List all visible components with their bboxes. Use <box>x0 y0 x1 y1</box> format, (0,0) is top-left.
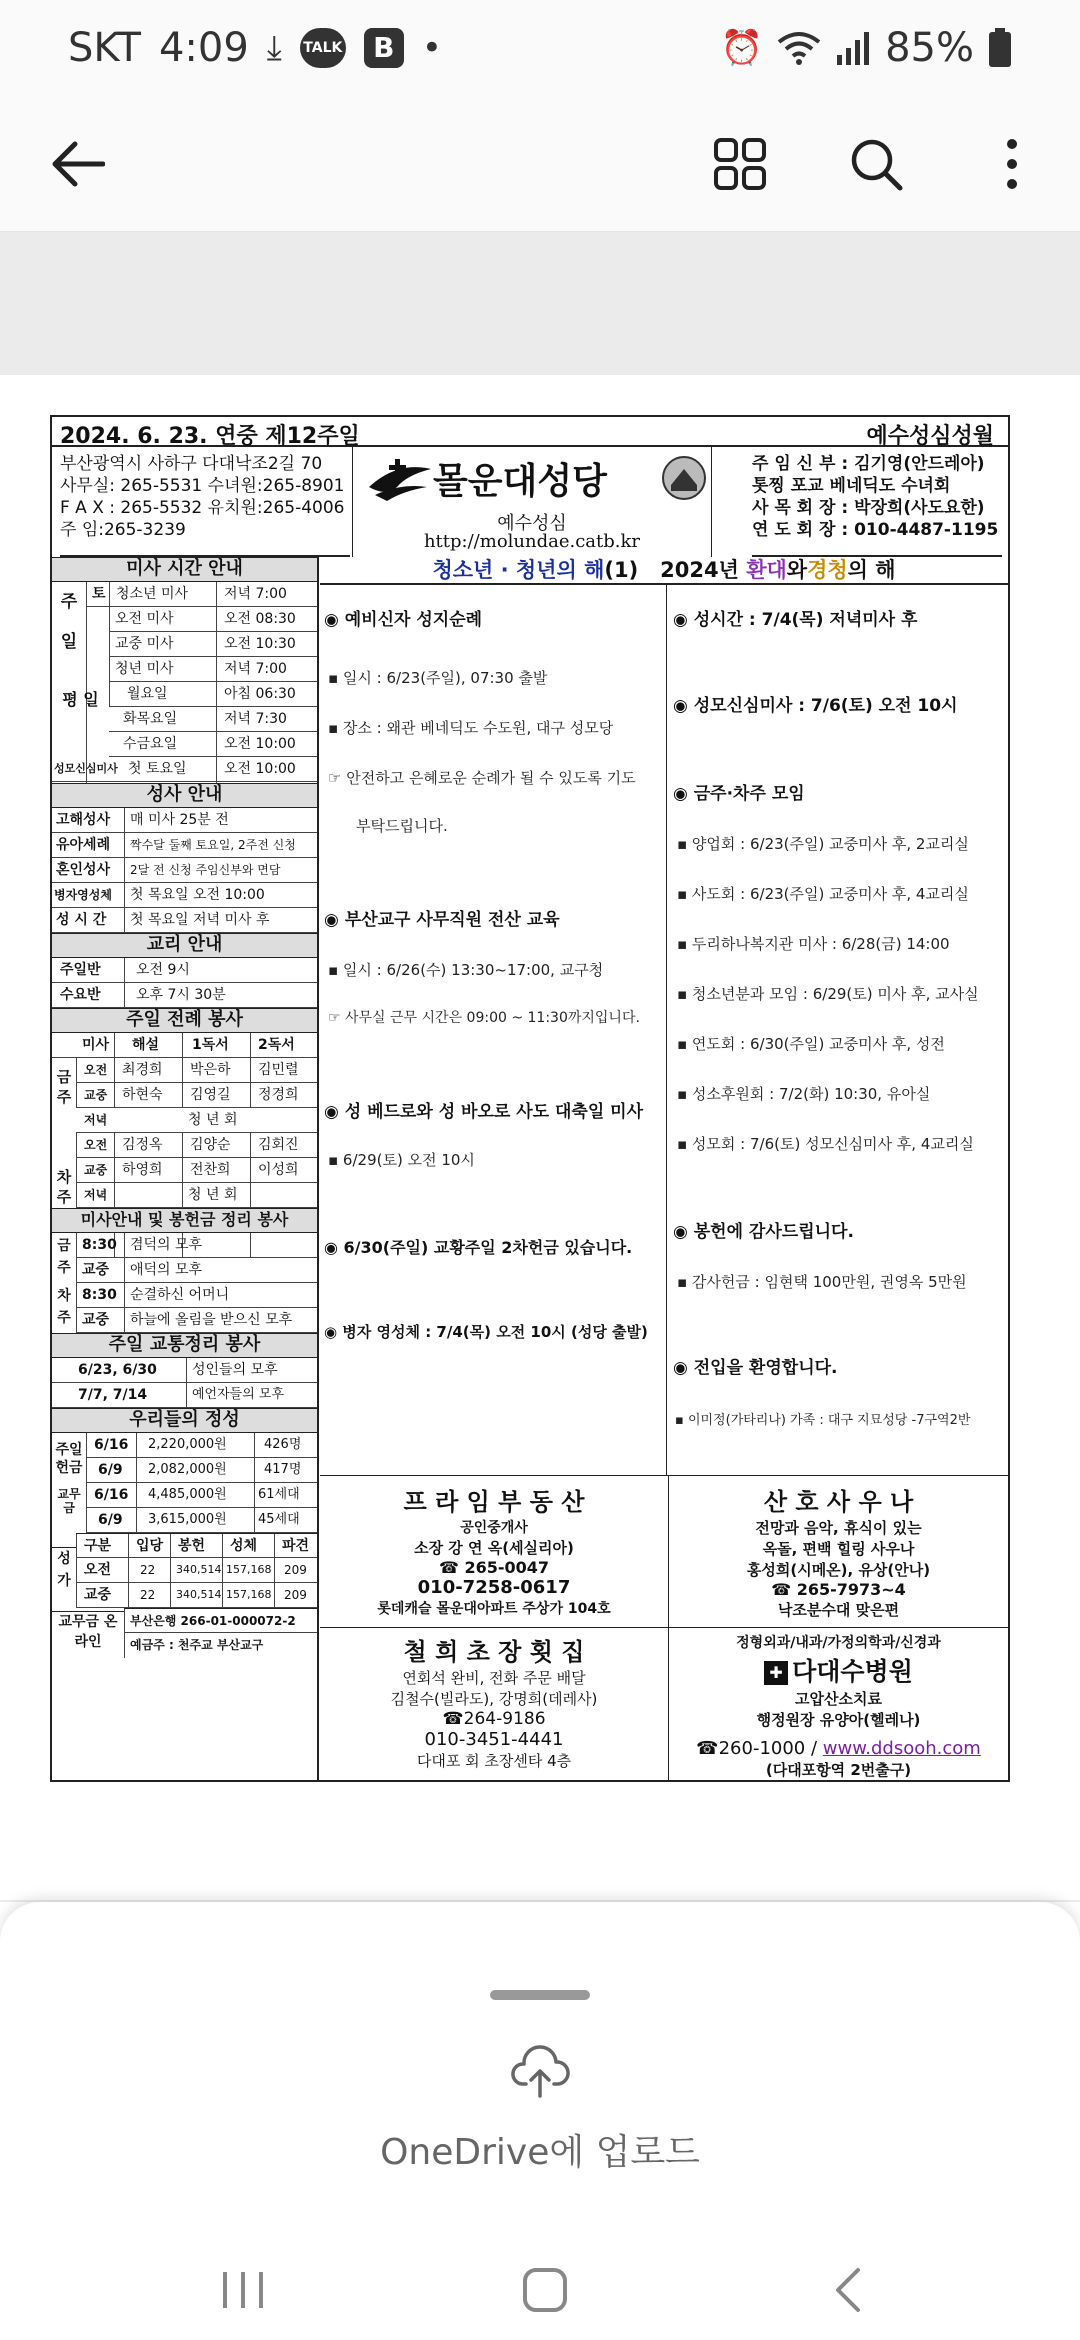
liturgy-row: 오전 김정옥 김양순 김회진 <box>76 1133 317 1158</box>
liturgy-head-row: 미사 해설 1독서 2독서 <box>52 1033 317 1058</box>
signal-icon <box>835 31 871 65</box>
grid-icon <box>713 137 767 191</box>
hymn-label: 성가 <box>52 1547 76 1592</box>
search-icon <box>849 137 903 191</box>
announcement-heading: ◉ 성 베드로와 성 바오로 사도 대축일 미사 <box>324 1102 644 1122</box>
ad-phone: ☎ 265-7973~4 <box>771 1580 906 1599</box>
ad-hospital <box>669 1627 1008 1782</box>
ad-address: 다대포 회 초장센타 4층 <box>416 1752 572 1770</box>
offering-row: 6/9 2,082,000원 417명 <box>86 1458 317 1483</box>
ad-restaurant <box>320 1627 669 1782</box>
fax-line: F A X : 265-5532 유치원:265-4006 <box>60 498 345 518</box>
parish-name: 몰운대성당 <box>433 461 607 502</box>
parish-subtitle: 예수성심 <box>497 513 567 534</box>
ad-title: 철 희 초 장 횟 집 <box>403 1638 585 1666</box>
year-suffix: 의 해 <box>847 558 896 582</box>
listening-word: 경청 <box>807 558 848 582</box>
ad-text: 공인중개사 <box>460 1520 528 1536</box>
event-text: ▪ 감사헌금 : 임현택 100만원, 권영옥 5만원 <box>677 1273 967 1291</box>
liturgy-service-title: 주일 전례 봉사 <box>52 1008 317 1033</box>
date-line: 2024. 6. 23. 연중 제12주일 <box>60 424 360 449</box>
sacrament-row: 유아세례 짝수달 둘째 토요일, 2주전 신청 <box>52 833 317 858</box>
status-bar <box>0 0 1080 96</box>
ad-text: 행정원장 유양아(헬레나) <box>756 1711 921 1729</box>
catechism-row: 주일반 오전 9시 <box>52 958 317 983</box>
ad-realestate <box>320 1475 669 1627</box>
mass-row: 토 청소년 미사 저녁 7:00 <box>86 582 317 607</box>
parish-logo-block <box>352 447 712 557</box>
announcement-heading: ◉ 부산교구 사무직원 전산 교육 <box>324 910 560 930</box>
this-week-label: 금주 <box>56 1068 72 1106</box>
account-holder: 예금주 : 천주교 부산교구 <box>130 1638 264 1652</box>
more-vertical-icon <box>1005 137 1019 191</box>
ad-address: 롯데캐슬 몰운대아파트 주상가 104호 <box>377 1601 611 1617</box>
event-text: ▪ 두리하나복지관 미사 : 6/28(금) 14:00 <box>677 935 950 953</box>
year-theme-title <box>320 557 1008 585</box>
liturgy-row: 저녁 청 년 회 <box>76 1108 317 1133</box>
guide-next-week: 차 주 <box>57 1288 71 1326</box>
clock: 4:09 <box>158 25 249 71</box>
ad-text: 연회석 완비, 전화 주문 배달 <box>402 1669 586 1687</box>
ad-phone: 010-3451-4441 <box>424 1729 564 1750</box>
cross-logo-icon <box>367 457 433 501</box>
event-heading: ◉ 봉헌에 감사드립니다. <box>673 1222 854 1242</box>
ad-title: ✚ 다대수병원 <box>669 1652 1008 1688</box>
event-heading: ◉ 성시간 : 7/4(목) 저녁미사 후 <box>673 610 918 630</box>
guide-row: 8:30 겸덕의 모후 <box>76 1233 317 1258</box>
ad-title: 프 라 임 부 동 산 <box>403 1488 585 1516</box>
announcement-text: ☞ 안전하고 은혜로운 순례가 될 수 있도록 기도 <box>328 769 636 787</box>
sacrament-row: 성 시 간 첫 목요일 저녁 미사 후 <box>52 908 317 933</box>
event-text: ▪ 청소년분과 모임 : 6/29(토) 미사 후, 교사실 <box>677 985 979 1003</box>
liturgy-row: 저녁 청 년 회 <box>76 1183 317 1208</box>
weekday-label: 평 일 <box>62 690 99 709</box>
sunday-label: 주 일 <box>60 592 78 652</box>
offering-title: 우리들의 정성 <box>52 1408 317 1433</box>
announcement-text: ▪ 6/29(토) 오전 10시 <box>328 1151 475 1169</box>
sacrament-row: 혼인성사 2달 전 신청 주임신부와 면담 <box>52 858 317 883</box>
event-text: ▪ 사도회 : 6/23(주일) 교중미사 후, 4교리실 <box>677 885 969 903</box>
app-bar <box>0 96 1080 232</box>
carrier-label: SKT <box>68 25 141 71</box>
event-text: ▪ 성소후원회 : 7/2(화) 10:30, 유아실 <box>677 1085 931 1103</box>
parish-url: http://molundae.catb.kr <box>423 531 641 552</box>
catechism-title: 교리 안내 <box>52 933 317 958</box>
ad-address: (다대포항역 2번출구) <box>765 1761 912 1779</box>
download-icon: ⤓ <box>266 28 282 68</box>
event-heading: ◉ 전입을 환영합니다. <box>673 1358 838 1378</box>
parish-address <box>60 447 350 557</box>
onedrive-upload-button[interactable]: OneDrive에 업로드 <box>380 2132 700 2173</box>
ad-phone: 010-7258-0617 <box>417 1577 571 1598</box>
battery-percent: 85% <box>885 25 974 71</box>
mass-row: 성모신심미사 첫 토요일 오전 10:00 <box>52 757 317 782</box>
liturgy-row: 교중 하현숙 김영길 정경희 <box>76 1083 317 1108</box>
ad-title: 산 호 사 우 나 <box>763 1488 914 1516</box>
conjunction: 와 <box>786 558 808 582</box>
announcement-text: ▪ 일시 : 6/26(수) 13:30~17:00, 교구청 <box>328 961 604 979</box>
ad-text: 옥돌, 편백 힐링 사우나 <box>762 1540 915 1558</box>
home-icon <box>522 2267 568 2313</box>
pastor-line: 주 임 신 부 : 김기영(안드레아) <box>752 454 985 474</box>
cloud-upload-icon[interactable] <box>510 2042 570 2102</box>
congregation-dues-label: 교무금 <box>57 1487 81 1515</box>
traffic-row: 7/7, 7/14 예언자들의 모후 <box>52 1383 317 1408</box>
announcement-text: ☞ 사무실 근무 시간은 09:00 ~ 11:30까지입니다. <box>328 1010 640 1026</box>
parish-bulletin <box>50 415 1010 1782</box>
announcements-column <box>320 585 667 1475</box>
more-options-button[interactable] <box>972 124 1052 204</box>
ad-address: 낙조분수대 맞은편 <box>777 1601 900 1619</box>
event-heading: ◉ 금주·차주 모임 <box>673 784 805 804</box>
prayer-group-line: 연 도 회 장 : 010-4487-1195 <box>752 520 999 540</box>
alarm-icon: ⏰ <box>720 28 764 68</box>
sunday-offering-label: 주일헌금 <box>55 1442 83 1476</box>
event-text: ▪ 연도회 : 6/30(주일) 교중미사 후, 성전 <box>677 1035 945 1053</box>
battery-icon <box>988 28 1012 68</box>
sacrament-row: 고해성사 매 미사 25분 전 <box>52 808 317 833</box>
kakaotalk-icon: TALK <box>300 28 346 68</box>
pastor-phone: 주 임:265-3239 <box>60 520 186 540</box>
ad-phone: ☎264-9186 <box>442 1709 546 1729</box>
events-column <box>669 585 1008 1475</box>
navigation-bar <box>0 2240 1080 2340</box>
parish-staff <box>752 447 1002 557</box>
bank-account: 부산은행 266-01-000072-2 <box>124 1608 317 1633</box>
ad-text: 홍성희(시메온), 유상(안나) <box>746 1561 931 1579</box>
wifi-icon <box>777 30 821 66</box>
announcement-heading: ◉ 6/30(주일) 교황주일 2차헌금 있습니다. <box>324 1238 633 1257</box>
hospital-link[interactable]: www.ddsooh.com <box>822 1738 981 1759</box>
back-button[interactable] <box>38 124 118 204</box>
council-president-line: 사 목 회 장 : 박장희(사도요한) <box>752 498 985 518</box>
event-text: ▪ 이미정(가타리나) 가족 : 대구 지묘성당 -7구역2반 <box>675 1413 971 1428</box>
catechism-row: 수요반 오후 7시 30분 <box>52 983 317 1008</box>
liturgy-row: 오전 최경희 박은하 김민렬 <box>76 1058 317 1083</box>
hospitality-word: 환대 <box>746 558 787 582</box>
event-text: ▪ 양업회 : 6/23(주일) 교중미사 후, 2교리실 <box>677 835 969 853</box>
youth-year-part: (1) <box>604 558 639 582</box>
guide-row: 교중 하늘에 올림을 받으신 모후 <box>76 1308 317 1333</box>
year-label: 2024년 <box>660 558 739 582</box>
announcement-text: 부탁드립니다. <box>356 817 448 835</box>
mass-row: 화목요일 저녁 7:30 <box>109 707 317 732</box>
mass-row: 수금요일 오전 10:00 <box>109 732 317 757</box>
grid-view-button[interactable] <box>700 124 780 204</box>
liturgy-row: 교중 하영희 전찬희 이성희 <box>76 1158 317 1183</box>
ad-text: 정형외과/내과/가정의학과/신경과 <box>736 1635 941 1651</box>
bulletin-header <box>52 417 1008 447</box>
mass-row: 청년 미사 저녁 7:00 <box>109 657 317 682</box>
announcement-text: ▪ 장소 : 왜관 베네딕도 수도원, 대구 성모당 <box>328 719 614 737</box>
back-nav-button[interactable] <box>808 2262 888 2318</box>
church-emblem-icon <box>661 455 707 501</box>
mass-row: 오전 미사 오전 08:30 <box>109 607 317 632</box>
announcement-heading: ◉ 예비신자 성지순례 <box>324 610 483 630</box>
online-dues-label: 교무금 온라인 <box>52 1611 124 1652</box>
bulletin-page <box>0 375 1080 1900</box>
recent-apps-button[interactable] <box>203 2262 283 2318</box>
ad-phone: ☎ 265-0047 <box>438 1558 550 1577</box>
hymn-head-row: 구분 입당 봉헌 성체 파견 <box>76 1533 317 1558</box>
ad-sauna <box>669 1475 1008 1627</box>
hymn-row: 오전 22 340,514 157,168 209 <box>76 1558 317 1583</box>
back-arrow-icon <box>51 141 105 187</box>
document-viewer[interactable] <box>0 232 1080 1902</box>
traffic-service-title: 주일 교통정리 봉사 <box>52 1333 317 1358</box>
mass-times-title: 미사 시간 안내 <box>52 557 317 582</box>
month-theme: 예수성심성월 <box>866 424 994 449</box>
sisters-line: 톳찡 포교 베네딕도 수녀회 <box>752 476 951 496</box>
hospital-logo-icon: ✚ <box>764 1661 788 1685</box>
more-notifications-icon: • <box>421 28 442 68</box>
offering-row: 6/16 4,485,000원 61세대 <box>86 1483 317 1508</box>
guide-this-week: 금 주 <box>57 1238 71 1276</box>
office-phone: 사무실: 265-5531 수녀원:265-8901 <box>60 476 345 496</box>
sacraments-title: 성사 안내 <box>52 783 317 808</box>
address-line: 부산광역시 사하구 다대낙조2길 70 <box>60 454 323 474</box>
youth-year-title: 청소년 · 청년의 해 <box>432 558 605 582</box>
sheet-handle[interactable] <box>490 1990 590 2000</box>
sacrament-row: 병자영성체 첫 목요일 오전 10:00 <box>52 883 317 908</box>
event-text: ▪ 성모회 : 7/6(토) 성모신심미사 후, 4교리실 <box>677 1135 974 1153</box>
ad-contact: ☎260-1000 / www.ddsooh.com <box>696 1738 981 1759</box>
home-button[interactable] <box>505 2262 585 2318</box>
offering-row: 6/16 2,220,000원 426명 <box>86 1433 317 1458</box>
next-week-label: 차주 <box>56 1168 72 1206</box>
mass-row: 교중 미사 오전 10:30 <box>109 632 317 657</box>
offering-row: 6/9 3,615,000원 45세대 <box>86 1508 317 1533</box>
blog-icon: B <box>364 28 404 68</box>
mass-row: 월요일 아침 06:30 <box>109 682 317 707</box>
search-button[interactable] <box>836 124 916 204</box>
guide-service-title: 미사안내 및 봉헌금 정리 봉사 <box>52 1208 317 1233</box>
event-heading: ◉ 성모신심미사 : 7/6(토) 오전 10시 <box>673 696 958 716</box>
announcement-heading: ◉ 병자 영성체 : 7/4(목) 오전 10시 (성당 출발) <box>324 1323 648 1341</box>
announcement-text: ▪ 일시 : 6/23(주일), 07:30 출발 <box>328 669 548 687</box>
ad-text: 고압산소치료 <box>795 1690 882 1708</box>
ad-text: 김철수(빌라도), 강명희(데레사) <box>390 1690 598 1708</box>
traffic-row: 6/23, 6/30 성인들의 모후 <box>52 1358 317 1383</box>
guide-row: 교중 애덕의 모후 <box>76 1258 317 1283</box>
ad-text: 전망과 음악, 휴식이 있는 <box>755 1519 922 1537</box>
hymn-row: 교중 22 340,514 157,168 209 <box>76 1583 317 1608</box>
ad-text: 소장 강 연 옥(세실리아) <box>414 1539 574 1557</box>
recent-apps-icon <box>220 2269 266 2311</box>
guide-row: 8:30 순결하신 어머니 <box>76 1283 317 1308</box>
schedule-column <box>52 557 319 1782</box>
back-chevron-icon <box>832 2266 864 2314</box>
